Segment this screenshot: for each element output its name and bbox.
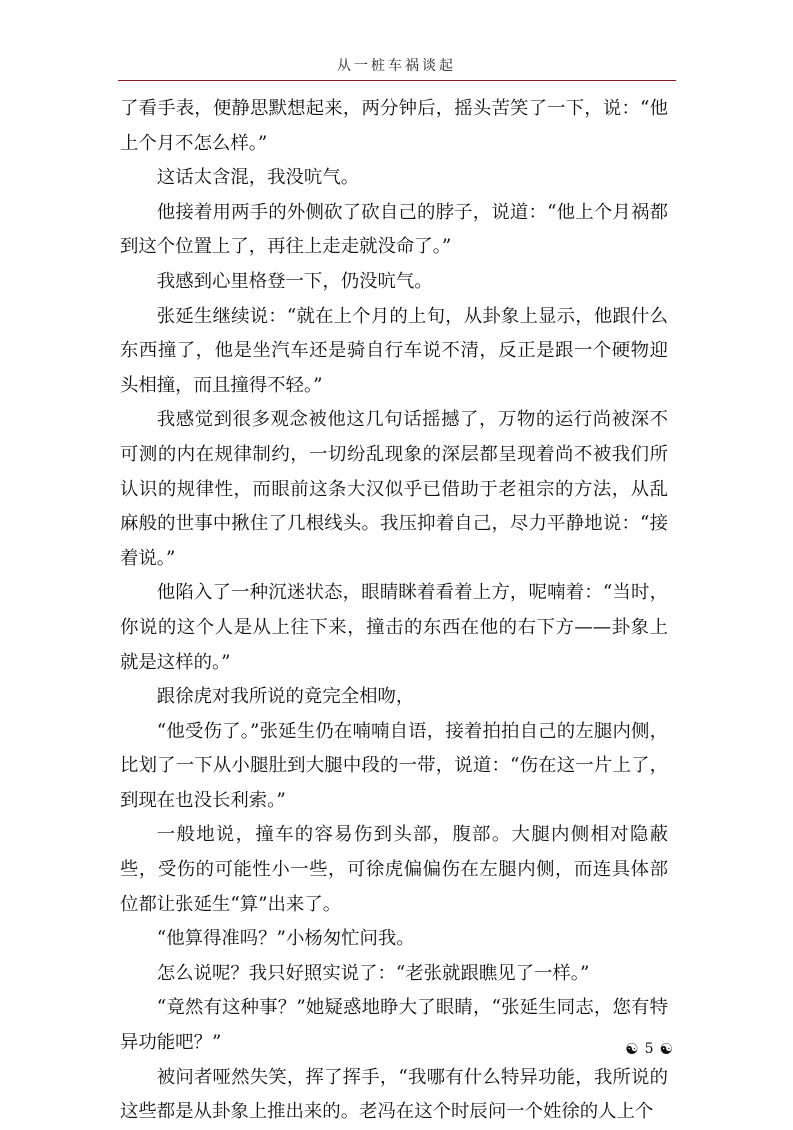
paragraph: 张延生继续说：“就在上个月的上旬，从卦象上显示，他跟什么东西撞了，他是坐汽车还是骑自行车说不清，反正是跟一个硬物迎头相撞，而且撞得不轻。”: [120, 305, 668, 396]
yin-yang-icon: ☯: [659, 1040, 673, 1058]
paragraph: 我感觉到很多观念被他这几句话摇撼了，万物的运行尚被深不可测的内在规律制约，一切纷乱现象的深层都呈现着尚不被我们所认识的规律性，而眼前这条大汉似乎已借助于老祖宗的方法，从乱麻般的世事中揪住了几根线头。我压抑着自己，尽力平静地说：“接着说。”: [120, 409, 668, 569]
paragraph: 被问者哑然失笑，挥了挥手，“我哪有什么特异功能，我所说的这些都是从卦象上推出来的。老冯在这个时辰问一个姓徐的人上个: [120, 1066, 668, 1123]
paragraph: 跟徐虎对我所说的竟完全相吻，: [156, 686, 415, 708]
running-header-title: 从一桩车祸谈起: [337, 58, 456, 74]
paragraph: “他受伤了。”张延生仍在喃喃自语，接着拍拍自己的左腿内侧，比划了一下从小腿肚到大腿中段的一带，说道：“伤在这一片上了，到现在也没长利索。”: [120, 720, 668, 811]
paragraph: 我感到心里格登一下，仍没吭气。: [156, 270, 433, 292]
page-footer: [625, 1040, 673, 1058]
body-text: [120, 92, 668, 1130]
page-number: 5: [644, 1041, 654, 1057]
paragraph: 他接着用两手的外侧砍了砍自己的脖子，说道：“他上个月祸都到这个位置上了，再往上走走就没命了。”: [120, 201, 668, 258]
header-rule: [118, 80, 676, 81]
paragraph: 了看手表，便静思默想起来，两分钟后，摇头苦笑了一下，说：“他上个月不怎么样。”: [120, 98, 668, 154]
paragraph: “竟然有这种事？”她疑惑地睁大了眼睛，“张延生同志，您有特异功能吧？”: [120, 997, 668, 1054]
paragraph: 他陷入了一种沉迷状态，眼睛眯着看着上方，呢喃着：“当时，你说的这个人是从上往下来，撞击的东西在他的右下方——卦象上就是这样的。”: [120, 582, 668, 673]
paragraph: 这话太含混，我没吭气。: [156, 167, 360, 189]
paragraph: 一般地说，撞车的容易伤到头部，腹部。大腿内侧相对隐蔽些，受伤的可能性小一些，可徐虎偏偏伤在左腿内侧，而连具体部位都让张延生“算”出来了。: [120, 824, 668, 915]
paragraph: 怎么说呢？我只好照实说了：“老张就跟瞧见了一样。”: [156, 962, 590, 984]
paragraph: “他算得准吗？”小杨匆忙问我。: [156, 928, 415, 950]
yin-yang-icon: ☯: [625, 1040, 639, 1058]
